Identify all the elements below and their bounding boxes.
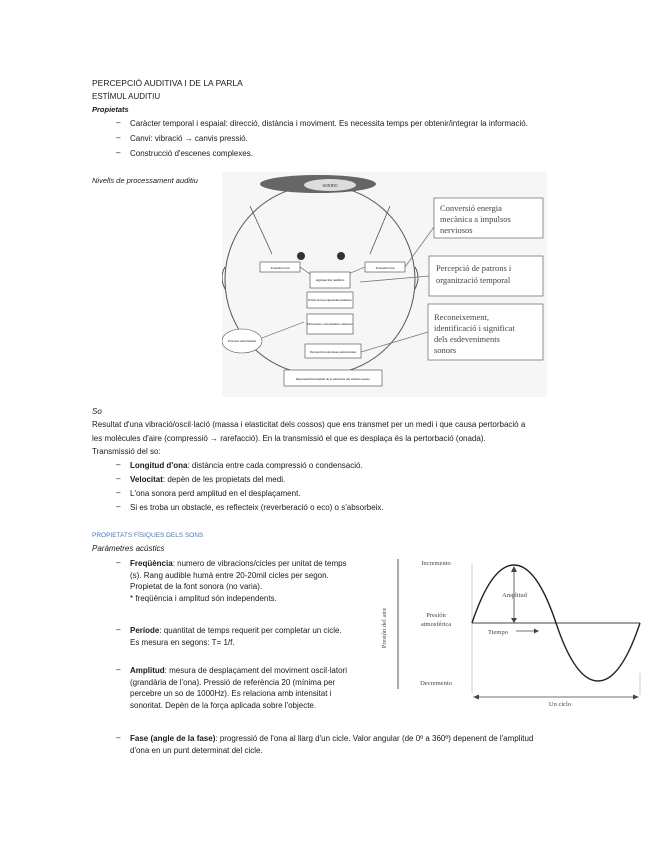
param-amplitud: Amplitud: mesura de desplaçament del moviment oscil·latori (grandària de l'ona). Pressió de referència 20 (mínima per percebre un so de 1000Hz). Es relaciona amb intensitat i sonoritat. Depèn de la força aplicada sobre l'objecte. xyxy=(130,666,347,710)
callout-2-text: Percepció de patrons i organització temporal xyxy=(436,263,512,285)
so-paragraph-line: les molècules d'aire (compressió → rarefacció). En la transmissió el que es desplaça és la pertorbació (onada). xyxy=(92,434,486,443)
sine-wave-diagram xyxy=(378,553,646,711)
list-item: Velocitat: depèn de les propietats del medi. xyxy=(130,475,286,484)
center-box-4-text: Percepción relaciones estructurales xyxy=(309,350,357,354)
dash: – xyxy=(116,474,121,483)
nivells-heading: Nivells de processament auditiu xyxy=(92,176,198,185)
presion-atm-label-2: atmosférica xyxy=(420,621,452,628)
bottom-box-text: Representación mental de la estructura del entorno sonoro xyxy=(295,377,371,381)
list-item: L'ona sonora perd amplitud en el desplaçament. xyxy=(130,489,301,498)
callout-3-text: Reconeixement, identificació i significat dels esdeveniments sonors xyxy=(434,312,515,355)
dash: – xyxy=(116,488,121,497)
term: Velocitat xyxy=(130,475,163,484)
un-ciclo-label: Un ciclo xyxy=(548,701,572,708)
param-periode: Període: quantitat de temps requerit per completar un cicle. Es mesura en segons: T= 1/f. xyxy=(130,626,342,647)
amplitud-label: Amplitud xyxy=(502,592,527,599)
dash: – xyxy=(116,625,121,634)
dash: – xyxy=(116,460,121,469)
right-eye xyxy=(337,252,345,260)
propietats-heading: Propietats xyxy=(92,105,129,114)
so-heading: So xyxy=(92,407,102,416)
so-paragraph-line: Resultat d'una vibració/oscil·lació (massa i elasticitat dels cossos) que ens transmet per un medi i que causa pertorbació a xyxy=(92,420,526,429)
list-item: Caràcter temporal i espaial: direcció, distància i moviment. Es necessita temps per obtenir/integrar la informació. xyxy=(130,119,528,128)
list-item: Longitud d'ona: distància entre cada compressió o condensació. xyxy=(130,461,363,470)
sound-label: SONIDO xyxy=(322,183,338,188)
page-subtitle: ESTÍMUL AUDITIU xyxy=(92,92,161,101)
dash: – xyxy=(116,148,121,157)
parametres-heading: Paràmetres acústics xyxy=(92,544,165,553)
list-item: Canvi: vibració → canvis pressió. xyxy=(130,134,248,143)
dash: – xyxy=(116,733,121,742)
right-transduccion-text: Transducción xyxy=(375,266,395,270)
dash: – xyxy=(116,558,121,567)
auditory-processing-diagram xyxy=(222,172,547,397)
list-item: Si es troba un obstacle, es reflecteix (reverberació o eco) o s'absorbeix. xyxy=(130,503,384,512)
center-box-3-text: Estructuras conocimiento abstracto xyxy=(306,322,354,326)
center-box-1-text: Agrupación auditiva xyxy=(315,278,345,282)
term: Longitud d'ona xyxy=(130,461,188,470)
so-paragraph-line: Transmissió del so: xyxy=(92,447,161,456)
attention-text: Procesos atencionales xyxy=(227,339,257,343)
presion-atm-label-1: Presión xyxy=(426,612,446,619)
param-fase: Fase (angle de la fase): progressió de l'ona al llarg d'un cicle. Valor angular (de 0º a 360º) depenent de l'amplitud d'ona en un punt determinat del cicle. xyxy=(130,734,534,755)
param-frequencia: Freqüència: numero de vibracions/cicles per unitat de temps (s). Rang audible humà entre 20-20mil cicles per segon. Propietat de la font sonora (no varia). * freqüència i amplitud són independents. xyxy=(130,559,347,603)
section-heading: PROPIETATS FÍSIQUES DELS SONS xyxy=(92,532,204,539)
list-item: Construcció d'escenes complexes. xyxy=(130,149,253,158)
tiempo-label: Tiempo xyxy=(488,629,508,636)
dash: – xyxy=(116,133,121,142)
dash: – xyxy=(116,502,121,511)
y-axis-label: Presión del aire xyxy=(381,607,388,649)
center-box-2-text: Extracción propiedades/atributos xyxy=(308,298,352,302)
decremento-label: Decremento xyxy=(420,680,452,687)
dash: – xyxy=(116,665,121,674)
dash: – xyxy=(116,118,121,127)
left-eye xyxy=(297,252,305,260)
callout-1-text: Conversió energia mecànica a impulsos nerviosos xyxy=(440,203,511,235)
incremento-label: Incremento xyxy=(421,560,451,567)
left-transduccion-text: Transducción xyxy=(270,266,290,270)
page-title: PERCEPCIÓ AUDITIVA I DE LA PARLA xyxy=(92,78,243,88)
